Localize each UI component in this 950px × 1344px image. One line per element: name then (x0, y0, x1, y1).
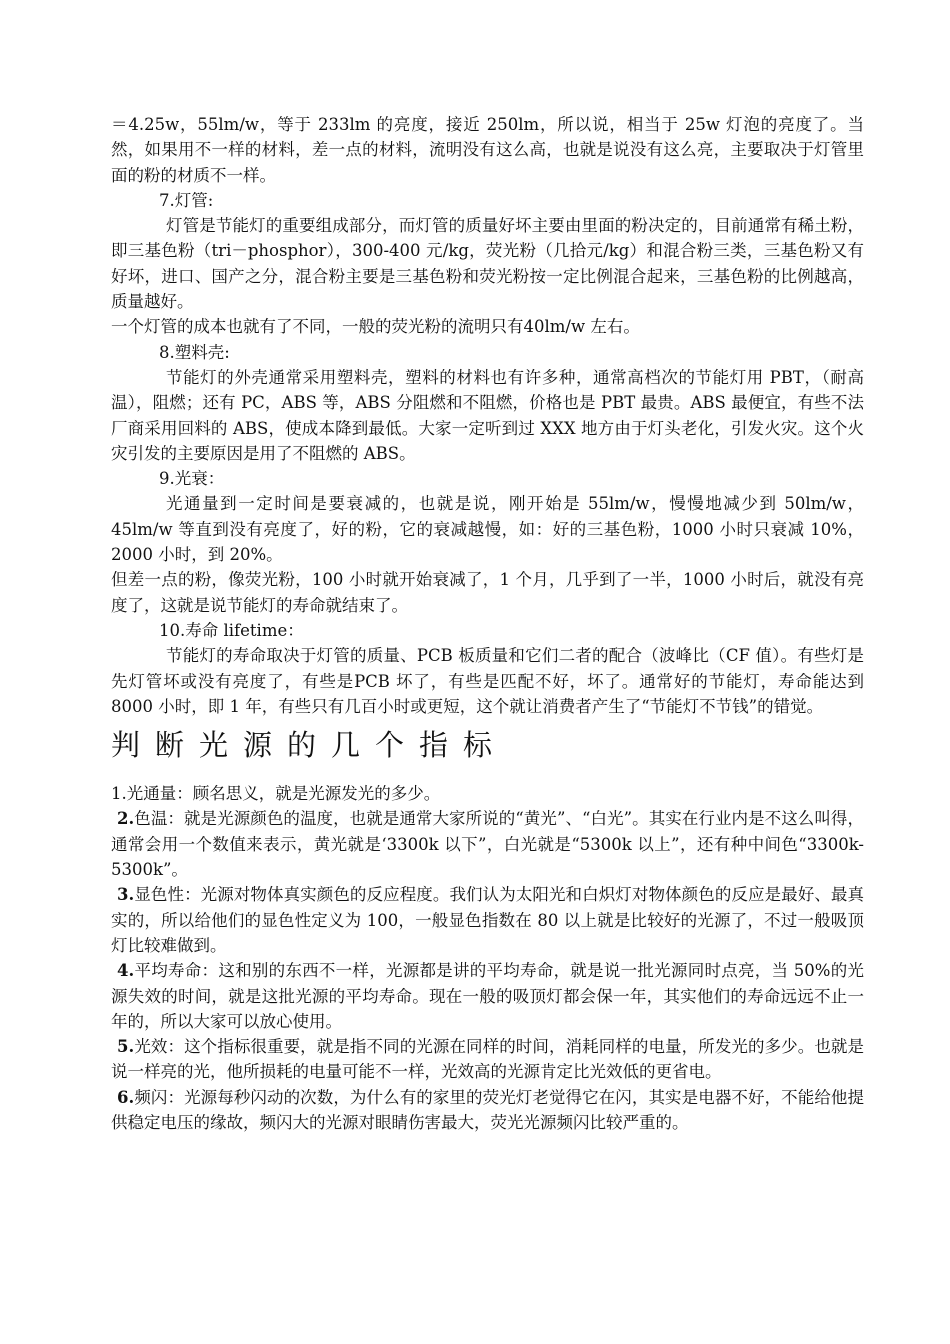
document-page (111, 112, 864, 1135)
paragraph-lamp-tube: 灯管是节能灯的重要组成部分，而灯管的质量好坏主要由里面的粉决定的，目前通常有稀土粉，即三基色粉（tri－phosphor），300-400 元/kg，荧光粉（几拾元/kg）和混合粉三类，三基色粉又有好坏，进口、国产之分，混合粉主要是三基色粉和荧光粉按一定比例混合起来，三基色粉的比例越高，质量越好。 (111, 216, 864, 312)
indicator-item (111, 806, 864, 882)
paragraph-plastic-shell: 节能灯的外壳通常采用塑料壳，塑料的材料也有许多种，通常高档次的节能灯用 PBT，（耐高温），阻燃；还有 PC，ABS 等，ABS 分阻燃和不阻燃，价格也是 PBT 最贵。ABS 最便宜，有些不法厂商采用回料的 ABS，使成本降到最低。大家一定听到过 XXX 地方由于灯头老化，引发火灾。这个火灾引发的主要原因是用了不阻燃的 ABS。 (111, 367, 864, 463)
indicator-text: 平均寿命：这和别的东西不一样，光源都是讲的平均寿命，就是说一批光源同时点亮，当 50%的光源失效的时间，就是这批光源的平均寿命。现在一般的吸顶灯都会保一年，其实他们的寿命远远不止一年的，所以大家可以放心使用。 (111, 961, 864, 1031)
indicator-number: 2. (117, 809, 135, 829)
indicator-number: 5. (117, 1037, 135, 1057)
paragraph-lifetime: 节能灯的寿命取决于灯管的质量、PCB 板质量和它们二者的配合（波峰比（CF 值）。有些灯是先灯管坏或没有亮度了，有些是PCB 坏了，有些是匹配不好，坏了。通常好的节能灯，寿命能达到 8000 小时，即 1 年，有些只有几百小时或更短，这个就让消费者产生了“节能灯不节钱”的错觉。 (111, 646, 864, 716)
indicator-text: 光通量：顾名思义，就是光源发光的多少。 (126, 784, 441, 804)
indicator-text: 频闪：光源每秒闪动的次数，为什么有的家里的荧光灯老觉得它在闪，其实是电器不好，不能给他提供稳定电压的缘故，频闪大的光源对眼睛伤害最大，荧光光源频闪比较严重的。 (111, 1087, 864, 1132)
indicator-number: 6. (117, 1087, 135, 1107)
paragraph-brightness: ＝4.25w，55lm/w，等于 233lm 的亮度，接近 250lm，所以说，相当于 25w 灯泡的亮度了。当然，如果用不一样的材料，差一点的材料，流明没有这么高，也就是说没有这么亮，主要取决于灯管里面的粉的材质不一样。 (111, 115, 864, 185)
indicator-item (111, 958, 864, 1034)
indicator-number: 3. (117, 885, 135, 905)
heading-light-decay: 9.光衰： (159, 469, 225, 489)
paragraph-light-decay-poor: 但差一点的粉，像荧光粉，100 小时就开始衰减了，1 个月，几乎到了一半，1000 小时后，就没有亮度了，这就是说节能灯的寿命就结束了。 (111, 570, 864, 615)
indicator-number: 4. (117, 961, 135, 981)
heading-lamp-tube: 7.灯管: (159, 190, 214, 210)
indicator-item (111, 1034, 864, 1085)
indicator-text: 显色性：光源对物体真实颜色的反应程度。我们认为太阳光和白炽灯对物体颜色的反应是最好、最真实的，所以给他们的显色性定义为 100，一般显色指数在 80 以上就是比较好的光源了，不过一般吸顶灯比较难做到。 (111, 885, 864, 955)
section-title: 判断光源的几个指标 (111, 728, 508, 763)
heading-lifetime: 10.寿命 lifetime： (159, 620, 304, 640)
paragraph-lamp-tube-cost: 一个灯管的成本也就有了不同，一般的荧光粉的流明只有40lm/w 左右。 (111, 317, 640, 337)
indicator-text: 色温：就是光源颜色的温度，也就是通常大家所说的“黄光”、“白光”。其实在行业内是不这么叫得，通常会用一个数值来表示，黄光就是‘3300k 以下”，白光就是“5300k 以上”，还有种中间色“3300k-5300k”。 (111, 809, 864, 880)
indicator-text: 光效：这个指标很重要，就是指不同的光源在同样的时间，消耗同样的电量，所发光的多少。也就是说一样亮的光，他所损耗的电量可能不一样，光效高的光源肯定比光效低的更省电。 (111, 1037, 864, 1082)
indicator-item (111, 1085, 864, 1136)
paragraph-light-decay: 光通量到一定时间是要衰减的，也就是说，刚开始是 55lm/w，慢慢地减少到 50lm/w，45lm/w 等直到没有亮度了，好的粉，它的衰减越慢，如：好的三基色粉，1000 小时只衰减 10%，2000 小时，到 20%。 (111, 494, 864, 565)
indicator-item (111, 781, 864, 806)
heading-plastic-shell: 8.塑料壳: (159, 342, 230, 362)
indicator-item (111, 882, 864, 958)
indicator-number: 1. (111, 784, 127, 804)
